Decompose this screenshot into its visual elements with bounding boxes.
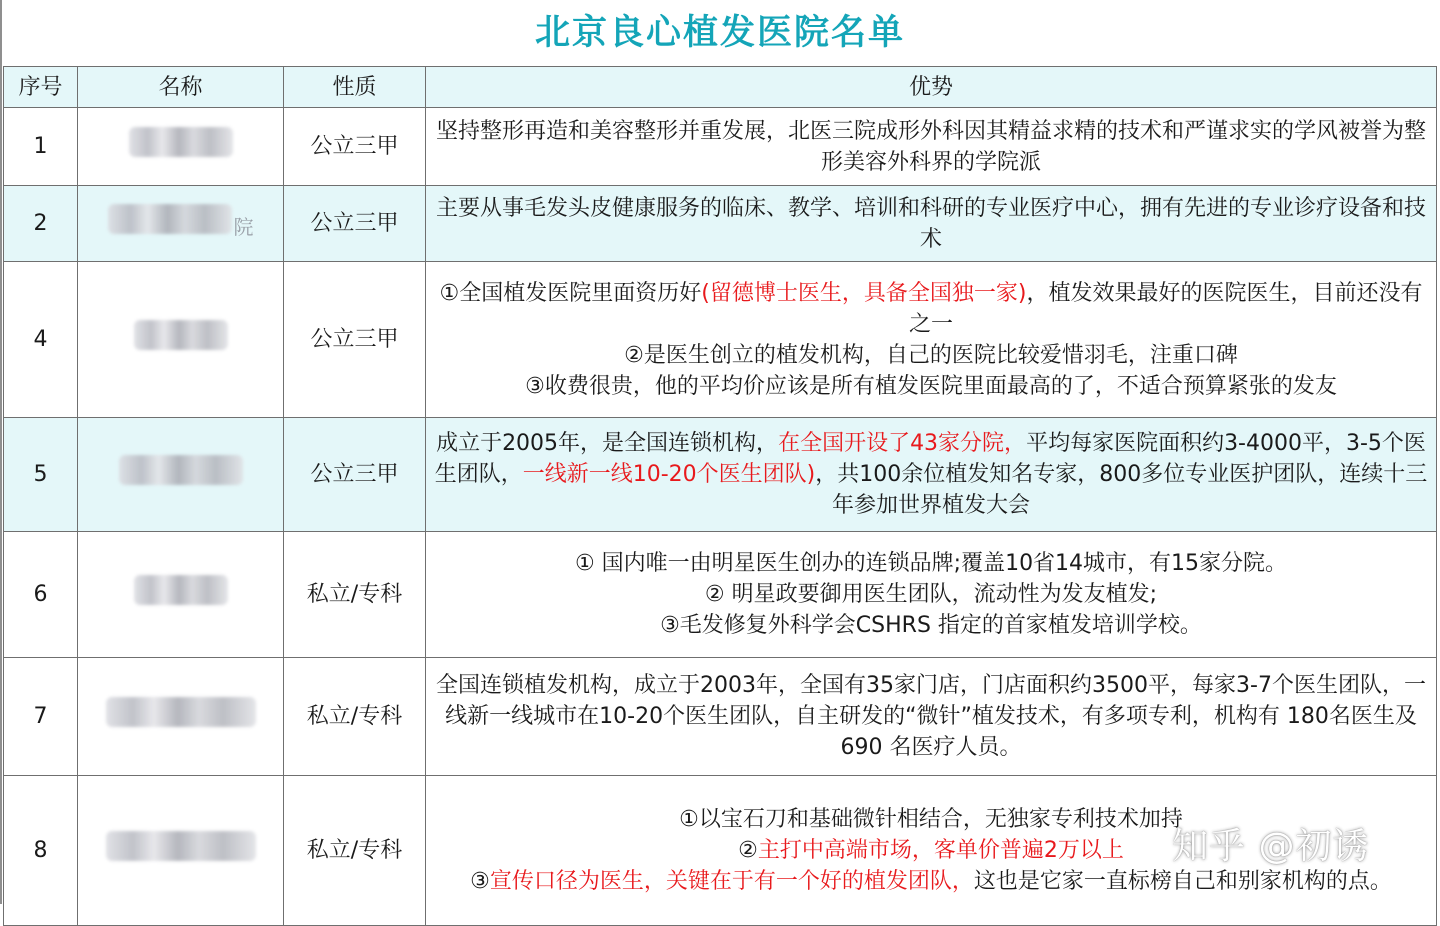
table-row <box>4 658 1437 776</box>
cell-num: 4 <box>4 262 78 418</box>
cell-num: 6 <box>4 532 78 658</box>
cell-name <box>78 776 284 926</box>
cell-name <box>78 418 284 532</box>
redacted-name <box>106 831 256 861</box>
cell-num: 2 <box>4 186 78 262</box>
cell-name <box>78 108 284 186</box>
cell-name <box>78 532 284 658</box>
table-row <box>4 262 1437 418</box>
cell-num: 8 <box>4 776 78 926</box>
cell-advantage: 坚持整形再造和美容整形并重发展，北医三院成形外科因其精益求精的技术和严谨求实的学风被誉为整形美容外科界的学院派 <box>426 108 1437 186</box>
cell-type: 公立三甲 <box>284 186 426 262</box>
cell-type: 公立三甲 <box>284 262 426 418</box>
cell-num: 7 <box>4 658 78 776</box>
zhihu-watermark: 知乎 @初诱 <box>1172 826 1370 867</box>
table-row <box>4 418 1437 532</box>
header-name: 名称 <box>78 67 284 108</box>
cell-type: 公立三甲 <box>284 418 426 532</box>
redacted-name <box>134 575 228 605</box>
cell-advantage: ① 国内唯一由明星医生创办的连锁品牌;覆盖10省14城市，有15家分院。 ② 明星政要御用医生团队，流动性为发友植发; ③毛发修复外科学会CSHRS 指定的首家植发培训学校。 <box>426 532 1437 658</box>
cell-type: 公立三甲 <box>284 108 426 186</box>
cell-num: 1 <box>4 108 78 186</box>
cell-num: 5 <box>4 418 78 532</box>
header-type: 性质 <box>284 67 426 108</box>
redacted-name <box>108 204 232 234</box>
name-suffix: 院 <box>233 215 254 239</box>
header-num: 序号 <box>4 67 78 108</box>
redacted-name <box>134 320 228 350</box>
cell-name <box>78 262 284 418</box>
cell-name <box>78 186 284 262</box>
cell-type: 私立/专科 <box>284 658 426 776</box>
page-title: 北京良心植发医院名单 <box>534 13 905 53</box>
table-header-row <box>4 67 1437 108</box>
cell-type: 私立/专科 <box>284 776 426 926</box>
table-row <box>4 186 1437 262</box>
cell-advantage: 全国连锁植发机构，成立于2003年，全国有35家门店，门店面积约3500平，每家3-7个医生团队，一线新一线城市在10-20个医生团队，自主研发的“微针”植发技术，有多项专利，机构有 180名医生及 690 名医疗人员。 <box>426 658 1437 776</box>
cell-type: 私立/专科 <box>284 532 426 658</box>
cell-advantage: ①全国植发医院里面资历好(留德博士医生，具备全国独一家)，植发效果最好的医院医生，目前还没有之一 ②是医生创立的植发机构，自己的医院比较爱惜羽毛，注重口碑 ③收费很贵，他的平均价应该是所有植发医院里面最高的了，不适合预算紧张的发友 <box>426 262 1437 418</box>
redacted-name <box>106 697 256 727</box>
cell-advantage: ①以宝石刀和基础微针相结合，无独家专利技术加持 ②主打中高端市场，客单价普遍2万以上 ③宣传口径为医生，关键在于有一个好的植发团队，这也是它家一直标榜自己和别家机构的点。 <box>426 776 1437 926</box>
cell-advantage: 主要从事毛发头皮健康服务的临床、教学、培训和科研的专业医疗中心，拥有先进的专业诊疗设备和技术 <box>426 186 1437 262</box>
cell-advantage: 成立于2005年，是全国连锁机构，在全国开设了43家分院，平均每家医院面积约3-4000平，3-5个医生团队，一线新一线10-20个医生团队)，共100余位植发知名专家，800多位专业医护团队，连续十三年参加世界植发大会 <box>426 418 1437 532</box>
cell-name <box>78 658 284 776</box>
table-row <box>4 108 1437 186</box>
hospital-table <box>3 66 1437 926</box>
redacted-name <box>119 455 243 485</box>
table-row <box>4 532 1437 658</box>
redacted-name <box>129 127 233 157</box>
header-advantage: 优势 <box>426 67 1437 108</box>
